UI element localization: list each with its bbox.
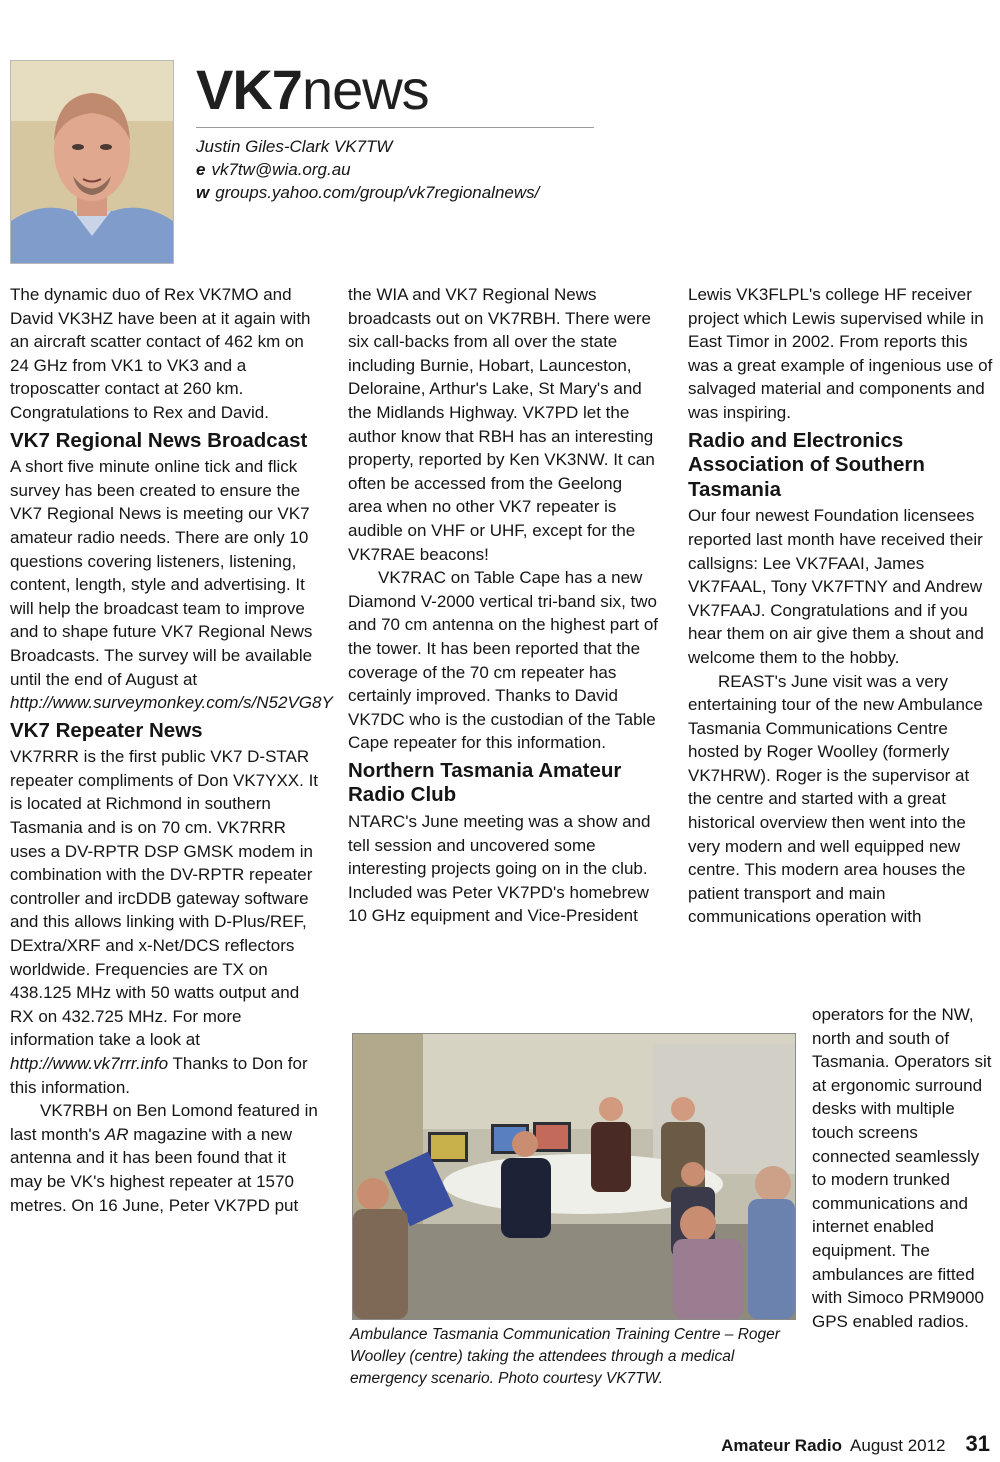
issue-date: August 2012	[850, 1436, 946, 1455]
regional-news-paragraph	[10, 455, 333, 715]
page-footer	[721, 1431, 990, 1457]
ar-title: AR	[104, 1124, 129, 1144]
regional-news-text: A short five minute online tick and flick survey has been created to ensure the VK7 Regional News is meeting our VK7 amateur radio needs. There are only 10 questions covering listeners, listening, content, length, style and advertising. It will help the broadcast team to improve and to shape future VK7 Regional News Broadcasts. The survey will be available until the end of August at	[10, 457, 313, 689]
photo-caption: Ambulance Tasmania Communication Training Centre – Roger Woolley (centre) taking the attendees through a medical emergency scenario. Photo courtesy VK7TW.	[350, 1326, 780, 1387]
web-label: w	[196, 183, 210, 202]
reast-paragraph-2: REAST's June visit was a very entertaining tour of the new Ambulance Tasmania Communications Centre hosted by Roger Woolley (formerly VK7HRW). Roger is the supervisor at the centre and started with a great historical overview then went into the very modern and well equipped new centre. This modern area houses the patient transport and main communications operation with	[688, 671, 983, 927]
rbh-paragraph	[10, 1099, 322, 1217]
column-3	[688, 283, 994, 929]
repeater-news-paragraph	[10, 745, 322, 1099]
rbh-text-2: magazine with a new antenna and it has been found that it may be VK's highest repeater at 1570 metres. On 16 June, Peter VK7PD put	[10, 1124, 299, 1215]
rbh-continued-paragraph: the WIA and VK7 Regional News broadcasts out on VK7RBH. There were six call-backs from all over the state including Burnie, Hobart, Launceston, Deloraine, Arthur's Lake, St Mary's and the Midlands Highway. VK7PD let the author know that RBH has an interesting property, reported by Ken VK3NW. It can often be accessed from the Geelong area when no other VK7 repeater is audible on VHF or UHF, except for the VK7RAE beacons!	[348, 285, 655, 564]
title-rule	[196, 127, 594, 128]
author-name: Justin Giles-Clark VK7TW	[196, 137, 393, 156]
intro-paragraph: The dynamic duo of Rex VK7MO and David VK3HZ have been at it again with an aircraft scatter contact of 462 km on 24 GHz from VK1 to VK3 and a troposcatter contact at 260 km. Congratulations to Rex and David.	[10, 285, 311, 422]
reast-paragraph-1: Our four newest Foundation licensees reported last month have received their callsigns: Lee VK7FAAI, James VK7FAAL, Tony VK7FTNY and Andrew VK7FAAJ. Congratulations and if you hear them on air give them a shout and welcome them to the hobby.	[688, 506, 984, 667]
publication-name: Amateur Radio	[721, 1436, 843, 1455]
column-1	[10, 283, 333, 1217]
vk7rac-paragraph: VK7RAC on Table Cape has a new Diamond V-2000 vertical tri-band six, two and 70 cm antenna on the highest part of the tower. It has been reported that the coverage of the 70 cm repeater has certainly improved. Thanks to David VK7DC who is the custodian of the Table Cape repeater for this information.	[348, 568, 659, 753]
heading-reast: Radio and Electronics Association of Southern Tasmania	[688, 428, 925, 501]
email-label: e	[196, 160, 206, 179]
heading-repeater-news: VK7 Repeater News	[10, 718, 203, 742]
author-portrait	[10, 60, 174, 264]
reast-paragraph-wrap: operators for the NW, north and south of Tasmania. Operators sit at ergonomic surround desks with multiple touch screens connected seamlessly to modern trunked communications and internet enabled equipment. The ambulances are fitted with Simoco PRM9000 GPS enabled radios.	[812, 1005, 992, 1331]
author-email[interactable]: vk7tw@wia.org.au	[211, 160, 351, 179]
title-light: news	[301, 58, 429, 121]
rbh-text-1: VK7RBH on Ben Lomond featured in last month's	[10, 1101, 318, 1144]
heading-regional-news: VK7 Regional News Broadcast	[10, 428, 308, 452]
author-website[interactable]: groups.yahoo.com/group/vk7regionalnews/	[215, 183, 540, 202]
column-2	[348, 283, 660, 928]
section-title	[196, 58, 429, 121]
column-3-wrap	[812, 1003, 996, 1333]
repeater-news-end: Thanks to Don for this information.	[10, 1054, 308, 1097]
survey-link[interactable]: http://www.surveymonkey.com/s/N52VG8Y	[10, 693, 333, 713]
heading-ntarc: Northern Tasmania Amateur Radio Club	[348, 758, 622, 807]
byline	[196, 135, 539, 204]
training-centre-photo	[352, 1033, 796, 1320]
page-number: 31	[965, 1431, 990, 1456]
ntarc-continued-paragraph: Lewis VK3FLPL's college HF receiver project which Lewis supervised while in East Timor in 2002. From reports this was a great example of ingenious use of salvaged material and components and was inspiring.	[688, 285, 993, 422]
vk7rrr-link[interactable]: http://www.vk7rrr.info	[10, 1054, 169, 1073]
title-bold: VK7	[196, 58, 302, 121]
repeater-news-text: VK7RRR is the first public VK7 D-STAR repeater compliments of Don VK7YXX. It is located at Richmond in southern Tasmania and is on 70 cm. VK7RRR uses a DV-RPTR DSP GMSK modem in combination with the DV-RPTR repeater controller and ircDDB gateway software and this allows linking with D-Plus/REF, DExtra/XRF and x-Net/DCS reflectors worldwide. Frequencies are TX on 438.125 MHz with 50 watts output and RX on 432.725 MHz. For more information take a look at	[10, 747, 319, 1050]
ntarc-paragraph: NTARC's June meeting was a show and tell session and uncovered some interesting projects going on in the club. Included was Peter VK7PD's homebrew 10 GHz equipment and Vice-President	[348, 812, 651, 926]
